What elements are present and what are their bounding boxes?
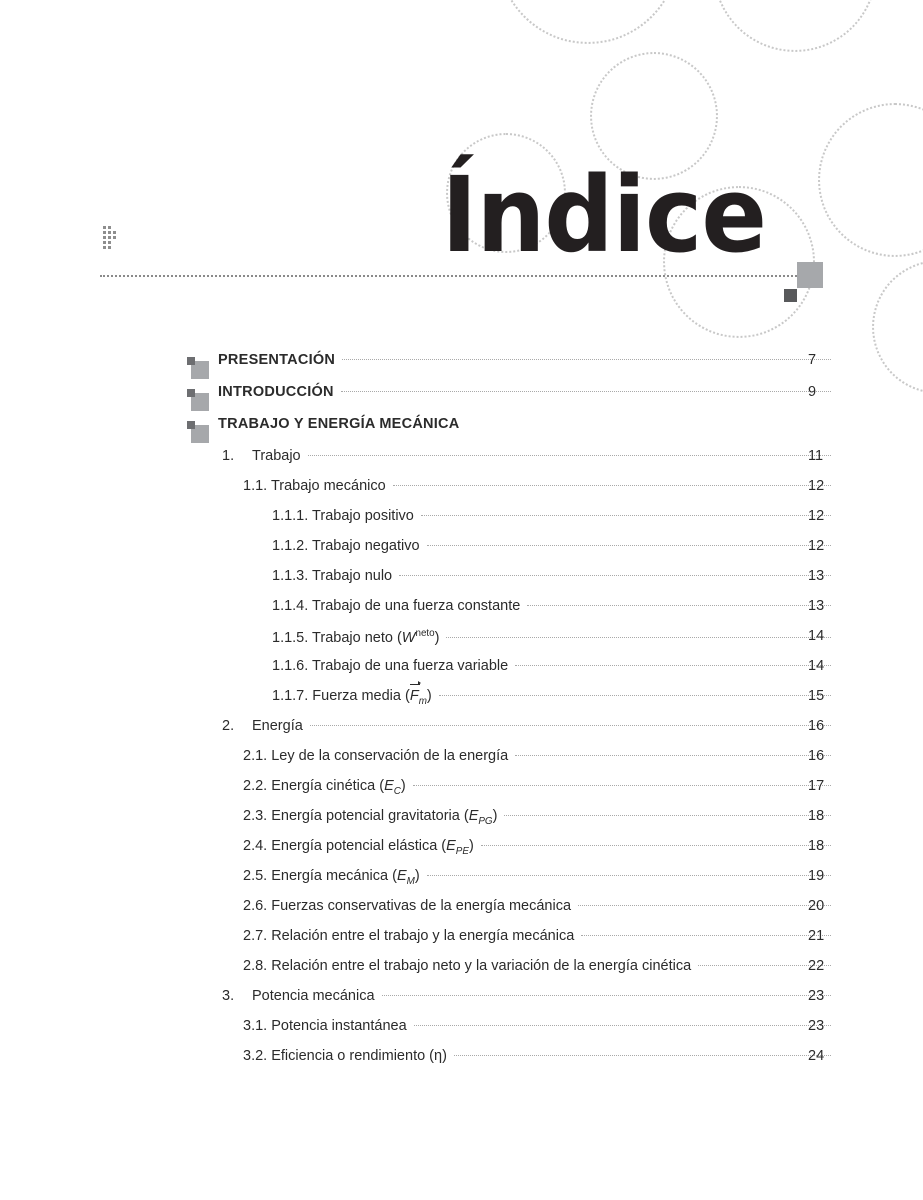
toc-entry[interactable]: [0, 508, 923, 538]
toc-page-number: 24: [808, 1048, 825, 1064]
toc-page-number: 17: [808, 778, 825, 794]
toc-entry-label: 1.1. Trabajo mecánico: [243, 478, 386, 494]
toc-entry[interactable]: [0, 778, 923, 808]
toc-page-number: 14: [808, 628, 825, 644]
toc-entry-label: 2.2. Energía cinética $(E_C)$: [243, 778, 406, 797]
toc-entry[interactable]: [0, 868, 923, 898]
toc-entry[interactable]: [0, 838, 923, 868]
toc-page-number: 18: [808, 838, 825, 854]
toc-leader-dots: [446, 637, 831, 638]
toc-leader-dots: [421, 515, 831, 516]
section-bullet-icon: [187, 357, 209, 379]
toc-leader-dots: [413, 785, 831, 786]
toc-page-number: 12: [808, 538, 825, 554]
toc-entry-label: 1.1.1. Trabajo positivo: [272, 508, 414, 524]
toc-leader-dots: [399, 575, 831, 576]
toc-leader-dots: [481, 845, 831, 846]
toc-entry-label: 3.1. Potencia instantánea: [243, 1018, 407, 1034]
toc-entry[interactable]: [0, 1018, 923, 1048]
toc-entry-label: 1.1.6. Trabajo de una fuerza variable: [272, 658, 509, 674]
toc-entry[interactable]: [0, 352, 923, 384]
toc-page-number: 14: [808, 658, 825, 674]
toc-page-number: 18: [808, 808, 825, 824]
toc-page-number: 16: [808, 718, 825, 734]
section-bullet-icon: [187, 389, 209, 411]
toc-leader-dots: [382, 995, 831, 996]
toc-page-number: 11: [808, 448, 824, 464]
toc-entry[interactable]: [0, 988, 923, 1018]
title-divider-rule: [100, 275, 812, 277]
toc-leader-dots: [414, 1025, 831, 1026]
toc-entry[interactable]: [0, 718, 923, 748]
toc-entry-label: 3.2. Eficiencia o rendimiento (η): [243, 1048, 447, 1064]
toc-leader-dots: [578, 905, 831, 906]
toc-leader-dots: [454, 1055, 831, 1056]
toc-page-number: 13: [808, 568, 825, 584]
toc-page-number: 22: [808, 958, 825, 974]
toc-entry-label: Potencia mecánica: [252, 988, 375, 1004]
toc-page-number: 16: [808, 748, 825, 764]
toc-leader-dots: [515, 755, 831, 756]
toc-entry[interactable]: [0, 748, 923, 778]
toc-page-number: 23: [808, 1018, 825, 1034]
toc-leader-dots: [308, 455, 831, 456]
toc-leader-dots: [515, 665, 831, 666]
toc-entry-number: 1.: [222, 448, 235, 464]
toc-page-number: 13: [808, 598, 825, 614]
toc-entry[interactable]: [0, 1048, 923, 1078]
toc-page-number: 23: [808, 988, 825, 1004]
toc-leader-dots: [504, 815, 831, 816]
toc-leader-dots: [310, 725, 831, 726]
section-bullet-icon: [187, 421, 209, 443]
table-of-contents: [0, 352, 923, 1078]
toc-entry-label: 2.1. Ley de la conservación de la energía: [243, 748, 509, 764]
toc-entry-label: 2.3. Energía potencial gravitatoria $(E_{PG})$: [243, 808, 498, 827]
toc-entry-label: INTRODUCCIÓN: [218, 384, 334, 400]
toc-entry-label: 1.1.3. Trabajo nulo: [272, 568, 393, 584]
toc-leader-dots: [341, 391, 831, 392]
toc-entry[interactable]: [0, 478, 923, 508]
toc-entry-label: 1.1.4. Trabajo de una fuerza constante: [272, 598, 521, 614]
toc-leader-dots: [342, 359, 831, 360]
toc-entry[interactable]: [0, 808, 923, 838]
toc-entry-number: 2.: [222, 718, 235, 734]
toc-entry-label: 2.5. Energía mecánica $(E_M)$: [243, 868, 420, 887]
toc-entry[interactable]: [0, 628, 923, 658]
toc-entry[interactable]: [0, 568, 923, 598]
toc-entry[interactable]: [0, 928, 923, 958]
decor-square-large: [797, 262, 823, 288]
toc-entry-label: 2.8. Relación entre el trabajo neto y la variación de la energía cinética: [243, 958, 692, 974]
toc-entry-number: 3.: [222, 988, 235, 1004]
decor-circle-2: [713, 0, 877, 52]
toc-entry[interactable]: [0, 658, 923, 688]
decorative-dot-mark: [103, 226, 117, 252]
toc-page-number: 19: [808, 868, 825, 884]
toc-entry-label: 1.1.7. Fuerza media $(F_m)$: [272, 688, 432, 707]
toc-entry-label: 2.4. Energía potencial elástica $(E_{PE})$: [243, 838, 474, 857]
toc-leader-dots: [427, 545, 831, 546]
toc-entry-label: 2.7. Relación entre el trabajo y la energía mecánica: [243, 928, 575, 944]
toc-leader-dots: [393, 485, 831, 486]
toc-entry[interactable]: [0, 958, 923, 988]
toc-entry-label: 1.1.2. Trabajo negativo: [272, 538, 420, 554]
toc-page-number: 9: [808, 384, 817, 400]
toc-entry[interactable]: [0, 384, 923, 416]
decor-square-small: [784, 289, 797, 302]
toc-entry[interactable]: [0, 416, 923, 448]
toc-page-number: 21: [808, 928, 825, 944]
toc-page-number: 15: [808, 688, 825, 704]
toc-page-number: 7: [808, 352, 817, 368]
toc-leader-dots: [439, 695, 831, 696]
toc-entry-label: PRESENTACIÓN: [218, 352, 336, 368]
toc-page-number: 12: [808, 478, 825, 494]
toc-entry-label: TRABAJO Y ENERGÍA MECÁNICA: [218, 416, 460, 432]
page-title: Índice: [441, 154, 766, 276]
toc-entry-label: 2.6. Fuerzas conservativas de la energía mecánica: [243, 898, 572, 914]
toc-leader-dots: [427, 875, 831, 876]
toc-leader-dots: [581, 935, 831, 936]
toc-entry[interactable]: [0, 598, 923, 628]
toc-entry-label: 1.1.5. Trabajo neto $(W^{neto})$: [272, 628, 440, 646]
toc-entry-label: Energía: [252, 718, 303, 734]
toc-page-number: 20: [808, 898, 825, 914]
toc-leader-dots: [527, 605, 831, 606]
toc-entry[interactable]: [0, 898, 923, 928]
toc-entry[interactable]: [0, 538, 923, 568]
toc-entry[interactable]: [0, 448, 923, 478]
toc-page-number: 12: [808, 508, 825, 524]
decor-circle-1: [497, 0, 679, 44]
decor-circle-4: [818, 103, 923, 257]
toc-entry-label: Trabajo: [252, 448, 301, 464]
toc-entry[interactable]: [0, 688, 923, 718]
